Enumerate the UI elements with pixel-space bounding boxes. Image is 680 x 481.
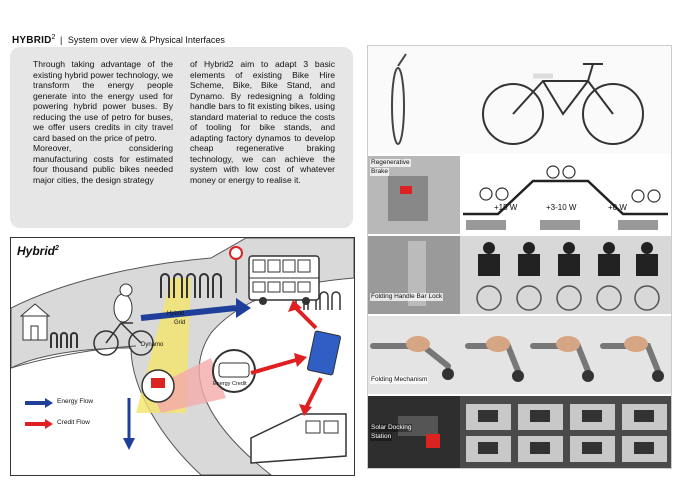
brand-title: HYBRID	[12, 35, 52, 46]
label-regenerative: Regenerative	[371, 159, 410, 166]
watt-value-2: +3-10 W	[546, 203, 577, 212]
label-energy-credit: Energy Credit	[213, 381, 247, 387]
header-separator: |	[59, 35, 63, 45]
intro-paragraph-1: Through taking advantage of the existing hybrid power technology, we transform the energy people generate into the energy used for powering hybrid power buses. By reducing the use of petro for buses, we offer users credits in city travel card based on the price of petro.	[33, 59, 173, 143]
folding-lock-photo	[368, 236, 671, 314]
solar-docking-photo	[368, 396, 671, 468]
bike-photo	[368, 46, 671, 154]
legend-credit-flow: Credit Flow	[57, 419, 90, 426]
brand-superscript: 2	[51, 34, 56, 41]
label-solar-docking: Solar Docking	[371, 424, 412, 431]
system-diagram-illustration	[11, 238, 354, 475]
label-grid: Grid	[174, 320, 186, 326]
regen-brake-photo	[368, 156, 671, 234]
label-folding-mechanism: Folding Mechanism	[371, 376, 428, 383]
label-station: Station	[371, 433, 392, 440]
panel-regenerative-brake	[368, 156, 671, 234]
panel-folding-lock	[368, 236, 671, 314]
photo-panels	[367, 45, 672, 469]
label-brake: Brake	[371, 168, 388, 175]
system-diagram	[10, 237, 355, 476]
header-subtitle: System over view & Physical Interfaces	[67, 35, 225, 45]
intro-column-left	[33, 59, 173, 185]
intro-paragraph-3: of Hybrid2 aim to adapt 3 basic elements of existing Bike Hire Scheme, Bike, Bike Stand, and Dynamo. By redesigning a folding handle bars to fit existing bikes, using standard material to reduce the costs of tooling for bike stands, and adapting factory dynamos to develop cheap regenerative braking technology, we can achieve the system with low cost of whatever money or energy to realise it.	[190, 59, 335, 185]
label-hybrid: Hybrid	[167, 311, 185, 317]
watt-value-1: +15 W	[494, 203, 518, 212]
intro-paragraph-2: Moreover, considering manufacturing costs for estimated four thousand public bikes needed major cities, the design strategy	[33, 143, 173, 185]
diagram-logo: Hybrid$^2$	[17, 244, 59, 258]
panel-solar-docking	[368, 396, 671, 468]
label-folding-handle-bar-lock: Folding Handle Bar Lock	[371, 293, 443, 300]
label-dynamo: Dynamo	[141, 342, 164, 348]
legend-energy-flow: Energy Flow	[57, 398, 94, 405]
watt-value-3: +0 W	[608, 203, 627, 212]
intro-column-right	[190, 59, 335, 185]
panel-folding-mechanism	[368, 316, 671, 394]
panel-bikes	[368, 46, 671, 154]
page-header	[12, 34, 225, 46]
